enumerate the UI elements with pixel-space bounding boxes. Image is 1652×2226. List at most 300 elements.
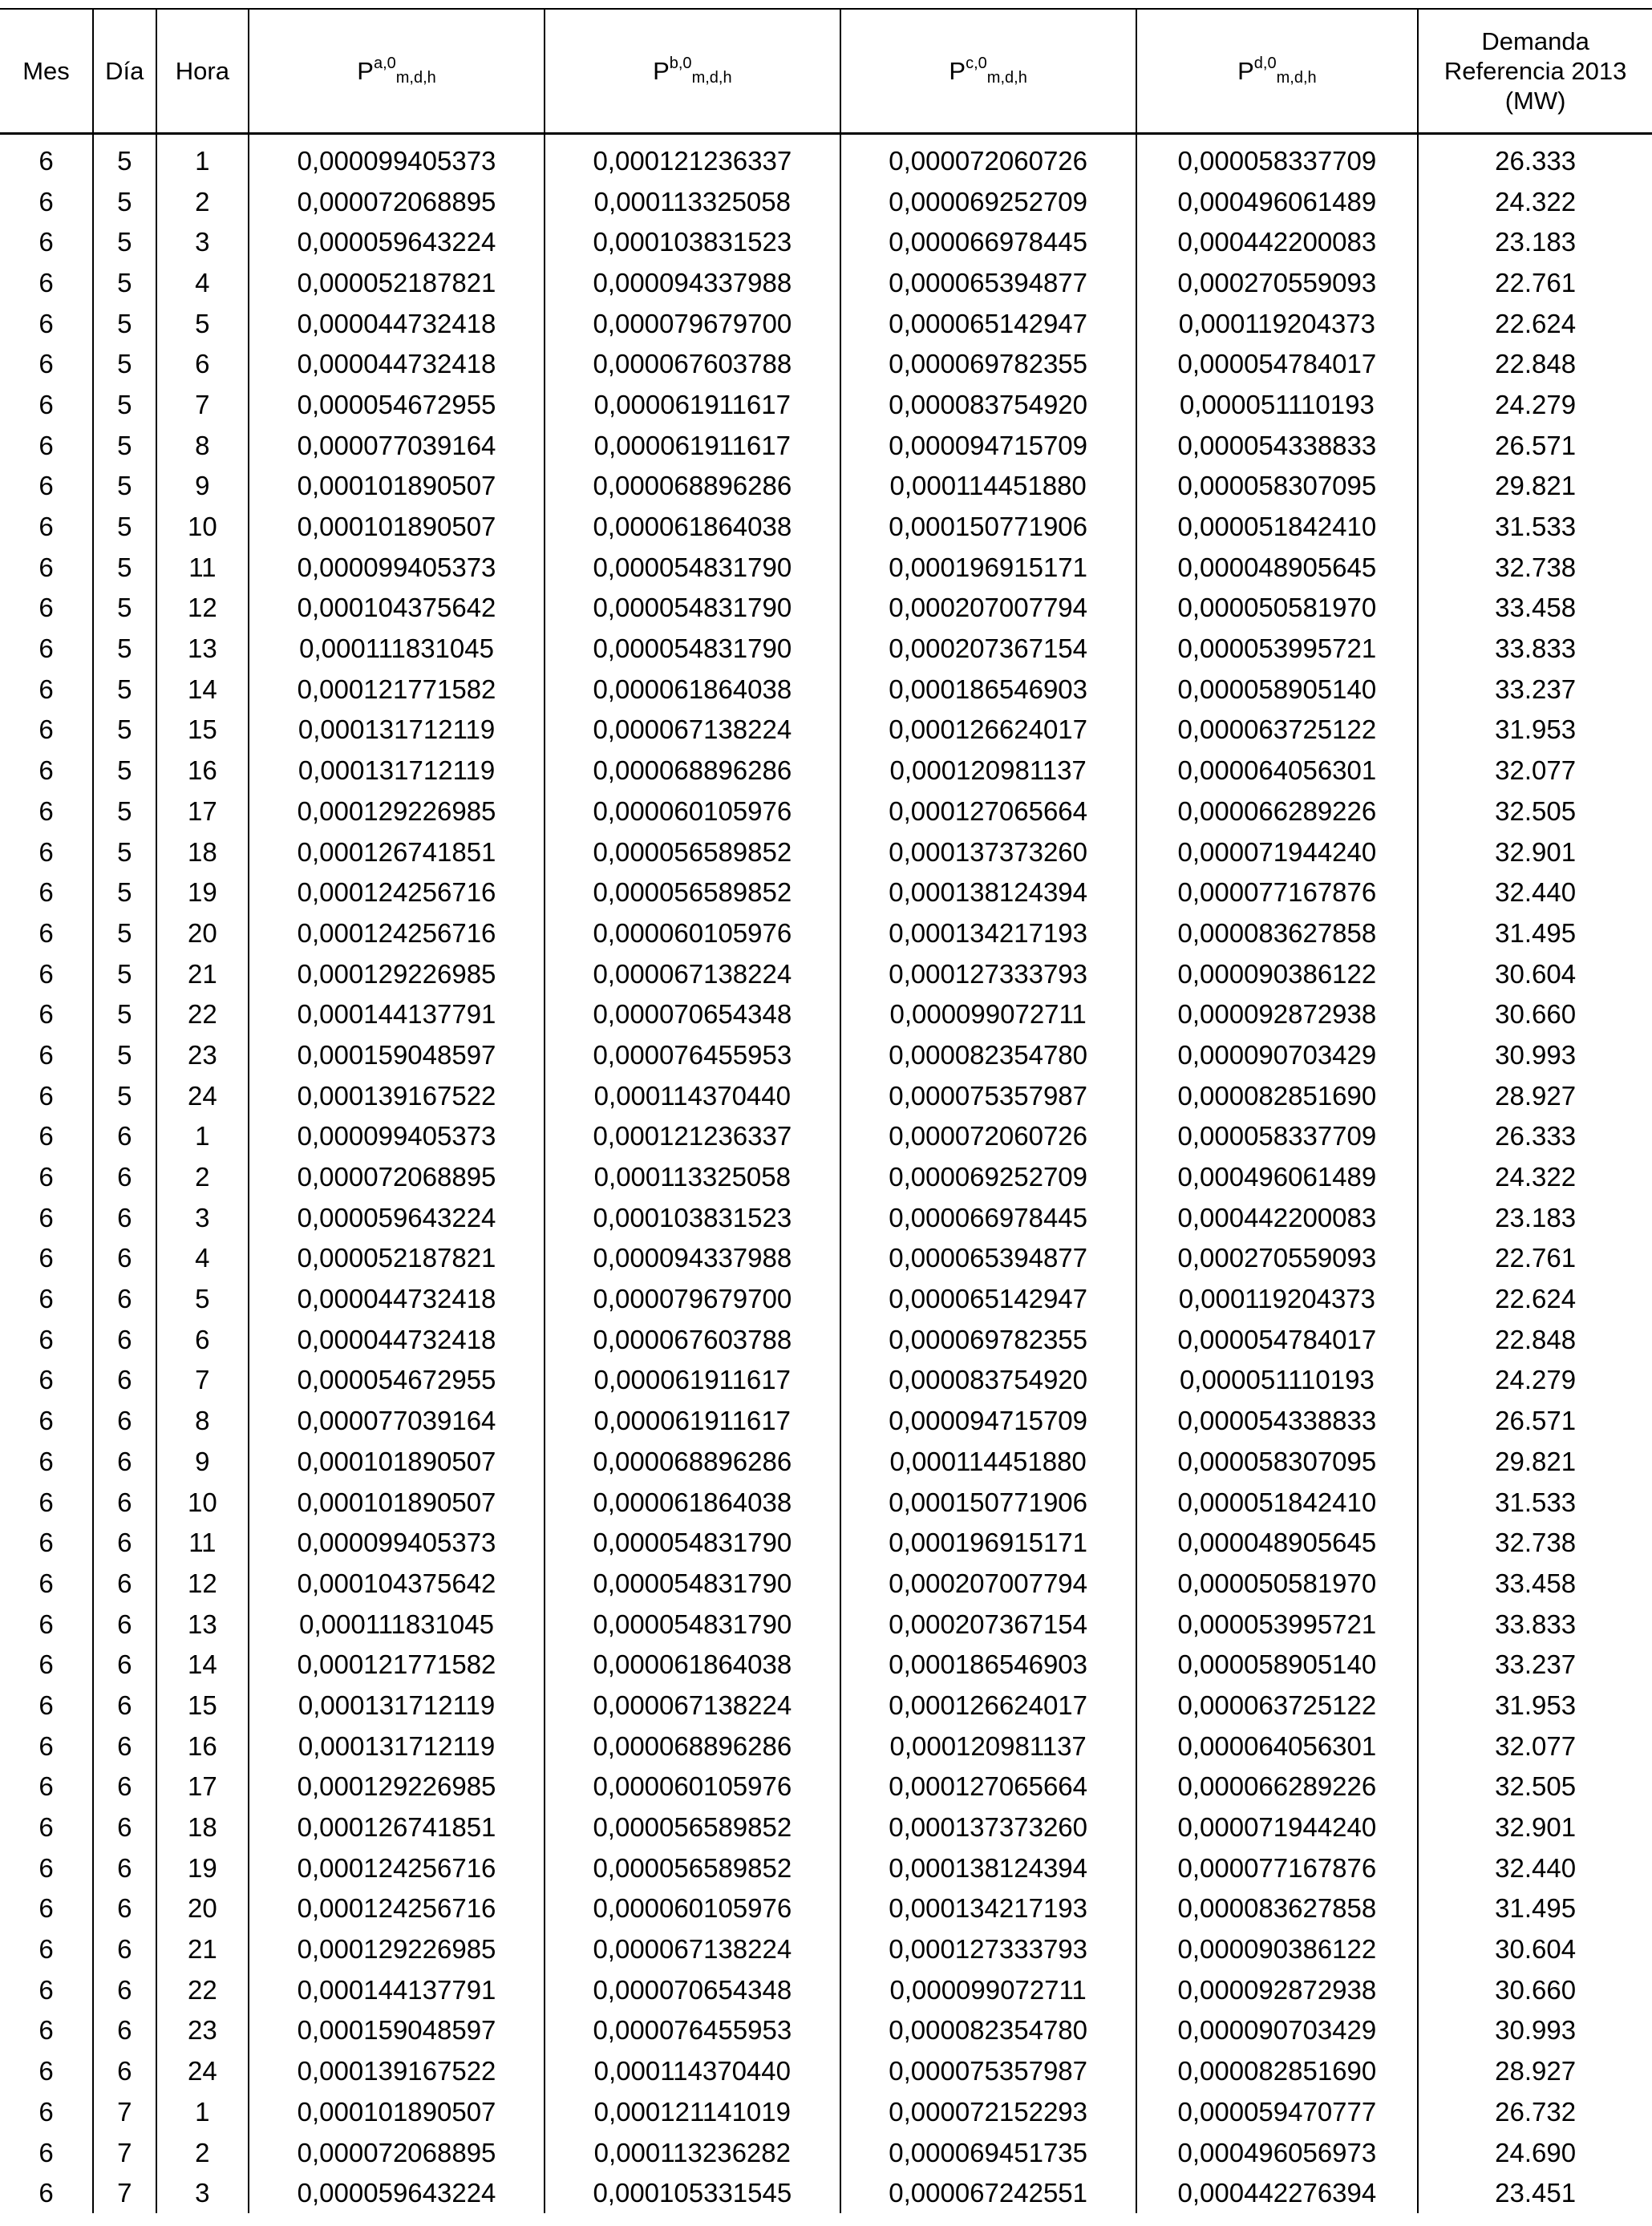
cell-dia: 6 xyxy=(93,1685,156,1726)
spacer-cell xyxy=(93,134,156,141)
cell-pb: 0,000103831523 xyxy=(545,1197,840,1238)
cell-dia: 5 xyxy=(93,872,156,913)
cell-pd: 0,000064056301 xyxy=(1136,1726,1419,1767)
cell-dia: 5 xyxy=(93,384,156,425)
cell-pb: 0,000060105976 xyxy=(545,913,840,953)
cell-pa: 0,000144137791 xyxy=(249,1969,545,2010)
table-row xyxy=(0,2091,1652,2132)
cell-pa: 0,000104375642 xyxy=(249,1563,545,1604)
cell-pc: 0,000120981137 xyxy=(840,750,1136,791)
spacer-cell xyxy=(840,134,1136,141)
cell-pb: 0,000114370440 xyxy=(545,2050,840,2091)
cell-pb: 0,000114370440 xyxy=(545,1075,840,1116)
cell-demanda: 26.571 xyxy=(1418,425,1652,466)
cell-mes: 6 xyxy=(38,1162,54,1192)
spacer-cell xyxy=(1136,134,1419,141)
cell-demanda: 30.660 xyxy=(1418,994,1652,1034)
cell-mes: 6 xyxy=(38,1324,54,1354)
cell-demanda: 22.624 xyxy=(1418,1278,1652,1319)
cell-mes: 6 xyxy=(38,958,54,989)
cell-pd: 0,000496056973 xyxy=(1136,2132,1419,2173)
header-pa-base: P xyxy=(357,57,374,85)
header-pc xyxy=(840,9,1136,134)
cell-pa: 0,000052187821 xyxy=(249,262,545,303)
data-table xyxy=(0,8,1652,2213)
cell-pa: 0,000101890507 xyxy=(249,2091,545,2132)
cell-mes: 6 xyxy=(38,349,54,379)
cell-pc: 0,000094715709 xyxy=(840,425,1136,466)
cell-dia: 6 xyxy=(93,1400,156,1441)
cell-pa: 0,000044732418 xyxy=(249,1278,545,1319)
cell-hora: 20 xyxy=(156,1888,249,1929)
table-row xyxy=(0,303,1652,344)
cell-pa: 0,000099405373 xyxy=(249,1116,545,1157)
cell-pc: 0,000134217193 xyxy=(840,1888,1136,1929)
cell-demanda: 33.833 xyxy=(1418,1604,1652,1645)
cell-pd: 0,000063725122 xyxy=(1136,710,1419,751)
table-row xyxy=(0,181,1652,222)
cell-pa: 0,000131712119 xyxy=(249,1685,545,1726)
cell-dia: 6 xyxy=(93,1116,156,1157)
table-row xyxy=(0,221,1652,262)
cell-pb: 0,000105331545 xyxy=(545,2172,840,2213)
cell-demanda: 33.237 xyxy=(1418,1644,1652,1685)
cell-demanda: 32.505 xyxy=(1418,791,1652,832)
cell-pb: 0,000113325058 xyxy=(545,1156,840,1197)
cell-mes: 6 xyxy=(38,1934,54,1965)
cell-pb: 0,000056589852 xyxy=(545,832,840,872)
cell-demanda: 31.495 xyxy=(1418,913,1652,953)
cell-demanda: 26.333 xyxy=(1418,140,1652,181)
cell-pa: 0,000126741851 xyxy=(249,1807,545,1848)
cell-mes: 6 xyxy=(38,1202,54,1232)
cell-pb: 0,000061911617 xyxy=(545,1400,840,1441)
cell-hora: 24 xyxy=(156,1075,249,1116)
cell-pa: 0,000052187821 xyxy=(249,1238,545,1279)
cell-demanda: 22.848 xyxy=(1418,343,1652,384)
cell-demanda: 26.571 xyxy=(1418,1400,1652,1441)
cell-pd: 0,000054784017 xyxy=(1136,343,1419,384)
cell-demanda: 24.279 xyxy=(1418,1360,1652,1401)
cell-mes: 6 xyxy=(38,1446,54,1476)
table-row xyxy=(0,1807,1652,1848)
header-pc-sub: m,d,h xyxy=(986,69,1027,87)
table-row xyxy=(0,1767,1652,1807)
cell-pa: 0,000059643224 xyxy=(249,221,545,262)
cell-pd: 0,000054784017 xyxy=(1136,1319,1419,1360)
cell-dia: 6 xyxy=(93,1888,156,1929)
cell-dia: 6 xyxy=(93,1929,156,1969)
cell-pa: 0,000101890507 xyxy=(249,1482,545,1523)
cell-pc: 0,000099072711 xyxy=(840,994,1136,1034)
table-row xyxy=(0,1848,1652,1888)
cell-hora: 1 xyxy=(156,140,249,181)
cell-pa: 0,000129226985 xyxy=(249,1767,545,1807)
cell-mes: 6 xyxy=(38,1121,54,1151)
table-row xyxy=(0,1685,1652,1726)
cell-demanda: 24.279 xyxy=(1418,384,1652,425)
header-pa-sub: m,d,h xyxy=(395,69,436,87)
cell-demanda: 32.738 xyxy=(1418,547,1652,588)
cell-mes: 6 xyxy=(38,1974,54,2005)
cell-pb: 0,000067603788 xyxy=(545,1319,840,1360)
header-pb-sup: b,0 xyxy=(669,55,692,72)
cell-pd: 0,000119204373 xyxy=(1136,303,1419,344)
cell-pc: 0,000065142947 xyxy=(840,303,1136,344)
cell-hora: 16 xyxy=(156,1726,249,1767)
cell-hora: 5 xyxy=(156,1278,249,1319)
cell-pd: 0,000051110193 xyxy=(1136,1360,1419,1401)
cell-pc: 0,000196915171 xyxy=(840,547,1136,588)
cell-mes: 6 xyxy=(38,1243,54,1273)
table-row xyxy=(0,2010,1652,2051)
cell-pd: 0,000058905140 xyxy=(1136,1644,1419,1685)
cell-dia: 5 xyxy=(93,588,156,629)
cell-pc: 0,000066978445 xyxy=(840,221,1136,262)
cell-pb: 0,000121236337 xyxy=(545,140,840,181)
cell-hora: 11 xyxy=(156,1522,249,1563)
cell-pb: 0,000054831790 xyxy=(545,1563,840,1604)
cell-pd: 0,000058905140 xyxy=(1136,669,1419,710)
cell-pb: 0,000054831790 xyxy=(545,1522,840,1563)
cell-pb: 0,000054831790 xyxy=(545,1604,840,1645)
spacer-cell xyxy=(249,134,545,141)
cell-mes: 6 xyxy=(38,877,54,908)
cell-demanda: 31.533 xyxy=(1418,1482,1652,1523)
table-row xyxy=(0,384,1652,425)
cell-hora: 7 xyxy=(156,384,249,425)
cell-pb: 0,000061911617 xyxy=(545,384,840,425)
cell-hora: 4 xyxy=(156,262,249,303)
cell-demanda: 22.761 xyxy=(1418,262,1652,303)
table-row xyxy=(0,1034,1652,1075)
cell-mes: 6 xyxy=(38,593,54,623)
cell-mes: 6 xyxy=(38,674,54,704)
cell-hora: 21 xyxy=(156,1929,249,1969)
cell-pc: 0,000150771906 xyxy=(840,1482,1136,1523)
cell-pa: 0,000054672955 xyxy=(249,384,545,425)
cell-hora: 19 xyxy=(156,1848,249,1888)
cell-dia: 5 xyxy=(93,506,156,547)
table-row xyxy=(0,710,1652,751)
header-pd-sup: d,0 xyxy=(1253,55,1277,72)
cell-mes: 6 xyxy=(38,1609,54,1639)
cell-pd: 0,000082851690 xyxy=(1136,1075,1419,1116)
cell-hora: 12 xyxy=(156,588,249,629)
cell-mes: 6 xyxy=(38,145,54,176)
cell-pc: 0,000069782355 xyxy=(840,343,1136,384)
cell-hora: 2 xyxy=(156,1156,249,1197)
cell-pa: 0,000124256716 xyxy=(249,872,545,913)
cell-dia: 7 xyxy=(93,2132,156,2173)
cell-pd: 0,000496061489 xyxy=(1136,1156,1419,1197)
cell-dia: 5 xyxy=(93,994,156,1034)
cell-pa: 0,000121771582 xyxy=(249,669,545,710)
cell-mes: 6 xyxy=(38,714,54,745)
cell-pa: 0,000044732418 xyxy=(249,343,545,384)
table-row xyxy=(0,1522,1652,1563)
table-row xyxy=(0,2050,1652,2091)
header-demanda-line2: Referencia 2013 xyxy=(1443,57,1627,85)
cell-hora: 8 xyxy=(156,425,249,466)
cell-hora: 22 xyxy=(156,1969,249,2010)
cell-dia: 5 xyxy=(93,1034,156,1075)
cell-pc: 0,000082354780 xyxy=(840,1034,1136,1075)
cell-dia: 6 xyxy=(93,1156,156,1197)
cell-pd: 0,000071944240 xyxy=(1136,832,1419,872)
cell-hora: 10 xyxy=(156,1482,249,1523)
table-row xyxy=(0,1644,1652,1685)
cell-pb: 0,000061911617 xyxy=(545,1360,840,1401)
table-row xyxy=(0,466,1652,507)
header-mes: Mes xyxy=(0,9,93,134)
table-row xyxy=(0,1238,1652,1279)
header-pa xyxy=(249,9,545,134)
cell-pd: 0,000496061489 xyxy=(1136,181,1419,222)
cell-mes: 6 xyxy=(38,795,54,826)
table-row xyxy=(0,1156,1652,1197)
cell-demanda: 33.237 xyxy=(1418,669,1652,710)
cell-pa: 0,000131712119 xyxy=(249,1726,545,1767)
cell-pb: 0,000054831790 xyxy=(545,547,840,588)
cell-mes: 6 xyxy=(38,1080,54,1111)
cell-demanda: 32.901 xyxy=(1418,832,1652,872)
header-dia: Día xyxy=(93,9,156,134)
cell-mes: 6 xyxy=(38,1406,54,1436)
cell-pa: 0,000101890507 xyxy=(249,506,545,547)
cell-pd: 0,000082851690 xyxy=(1136,2050,1419,2091)
cell-mes: 6 xyxy=(38,1852,54,1883)
cell-pc: 0,000066978445 xyxy=(840,1197,1136,1238)
cell-dia: 5 xyxy=(93,547,156,588)
cell-demanda: 30.604 xyxy=(1418,953,1652,994)
cell-demanda: 23.183 xyxy=(1418,1197,1652,1238)
cell-pb: 0,000068896286 xyxy=(545,750,840,791)
cell-pb: 0,000060105976 xyxy=(545,1767,840,1807)
cell-pb: 0,000067603788 xyxy=(545,343,840,384)
table-body xyxy=(0,134,1652,2214)
table-row xyxy=(0,1360,1652,1401)
cell-pd: 0,000442276394 xyxy=(1136,2172,1419,2213)
cell-mes: 6 xyxy=(38,2015,54,2046)
cell-pc: 0,000069451735 xyxy=(840,2132,1136,2173)
cell-pc: 0,000072152293 xyxy=(840,2091,1136,2132)
cell-pc: 0,000114451880 xyxy=(840,1441,1136,1482)
cell-hora: 20 xyxy=(156,913,249,953)
cell-demanda: 31.953 xyxy=(1418,710,1652,751)
cell-pd: 0,000050581970 xyxy=(1136,1563,1419,1604)
cell-dia: 6 xyxy=(93,2010,156,2051)
cell-pa: 0,000111831045 xyxy=(249,1604,545,1645)
cell-hora: 3 xyxy=(156,1197,249,1238)
cell-demanda: 22.848 xyxy=(1418,1319,1652,1360)
header-demanda xyxy=(1418,9,1652,134)
header-pc-sup: c,0 xyxy=(966,55,987,72)
cell-pb: 0,000067138224 xyxy=(545,1685,840,1726)
cell-dia: 6 xyxy=(93,1441,156,1482)
cell-demanda: 30.993 xyxy=(1418,1034,1652,1075)
cell-pb: 0,000061864038 xyxy=(545,1482,840,1523)
cell-mes: 6 xyxy=(38,227,54,257)
cell-pb: 0,000067138224 xyxy=(545,953,840,994)
cell-mes: 6 xyxy=(38,999,54,1030)
cell-mes: 6 xyxy=(38,2178,54,2208)
cell-pc: 0,000099072711 xyxy=(840,1969,1136,2010)
cell-pd: 0,000090386122 xyxy=(1136,953,1419,994)
table-row xyxy=(0,1563,1652,1604)
cell-hora: 13 xyxy=(156,1604,249,1645)
cell-dia: 5 xyxy=(93,913,156,953)
cell-pb: 0,000103831523 xyxy=(545,221,840,262)
table-row xyxy=(0,994,1652,1034)
cell-demanda: 26.732 xyxy=(1418,2091,1652,2132)
cell-pc: 0,000207007794 xyxy=(840,588,1136,629)
cell-pd: 0,000048905645 xyxy=(1136,1522,1419,1563)
cell-hora: 2 xyxy=(156,2132,249,2173)
cell-pc: 0,000126624017 xyxy=(840,710,1136,751)
cell-pb: 0,000061911617 xyxy=(545,425,840,466)
cell-mes: 6 xyxy=(38,2137,54,2167)
cell-pb: 0,000060105976 xyxy=(545,1888,840,1929)
cell-mes: 6 xyxy=(38,1893,54,1924)
cell-pd: 0,000050581970 xyxy=(1136,588,1419,629)
cell-dia: 6 xyxy=(93,1563,156,1604)
cell-pd: 0,000058307095 xyxy=(1136,1441,1419,1482)
cell-pd: 0,000090386122 xyxy=(1136,1929,1419,1969)
cell-dia: 5 xyxy=(93,628,156,669)
table-row xyxy=(0,953,1652,994)
cell-pc: 0,000150771906 xyxy=(840,506,1136,547)
cell-pc: 0,000137373260 xyxy=(840,832,1136,872)
cell-pc: 0,000137373260 xyxy=(840,1807,1136,1848)
cell-dia: 6 xyxy=(93,1726,156,1767)
cell-pa: 0,000126741851 xyxy=(249,832,545,872)
cell-pd: 0,000059470777 xyxy=(1136,2091,1419,2132)
header-spacer-row xyxy=(0,134,1652,141)
cell-pd: 0,000092872938 xyxy=(1136,1969,1419,2010)
cell-mes: 6 xyxy=(38,755,54,786)
cell-dia: 6 xyxy=(93,1278,156,1319)
cell-hora: 2 xyxy=(156,181,249,222)
cell-demanda: 23.451 xyxy=(1418,2172,1652,2213)
cell-pb: 0,000068896286 xyxy=(545,1441,840,1482)
table-row xyxy=(0,669,1652,710)
cell-hora: 17 xyxy=(156,1767,249,1807)
cell-pd: 0,000051110193 xyxy=(1136,384,1419,425)
cell-pd: 0,000058337709 xyxy=(1136,140,1419,181)
cell-demanda: 31.953 xyxy=(1418,1685,1652,1726)
cell-pc: 0,000138124394 xyxy=(840,1848,1136,1888)
cell-pd: 0,000066289226 xyxy=(1136,1767,1419,1807)
cell-demanda: 33.458 xyxy=(1418,1563,1652,1604)
cell-pa: 0,000159048597 xyxy=(249,2010,545,2051)
cell-hora: 1 xyxy=(156,1116,249,1157)
cell-mes: 6 xyxy=(38,471,54,501)
cell-dia: 6 xyxy=(93,1767,156,1807)
cell-dia: 7 xyxy=(93,2172,156,2213)
table-row xyxy=(0,791,1652,832)
cell-hora: 14 xyxy=(156,669,249,710)
cell-pd: 0,000051842410 xyxy=(1136,506,1419,547)
cell-pb: 0,000061864038 xyxy=(545,669,840,710)
header-pb-sub: m,d,h xyxy=(691,69,732,87)
table-row xyxy=(0,1604,1652,1645)
header-pd-sub: m,d,h xyxy=(1276,69,1317,87)
cell-pb: 0,000060105976 xyxy=(545,791,840,832)
cell-pa: 0,000159048597 xyxy=(249,1034,545,1075)
cell-pb: 0,000076455953 xyxy=(545,1034,840,1075)
spacer-cell xyxy=(0,134,93,141)
cell-pd: 0,000054338833 xyxy=(1136,425,1419,466)
cell-mes: 6 xyxy=(38,917,54,948)
cell-mes: 6 xyxy=(38,389,54,419)
cell-mes: 6 xyxy=(38,1690,54,1720)
cell-pa: 0,000059643224 xyxy=(249,1197,545,1238)
cell-demanda: 32.901 xyxy=(1418,1807,1652,1848)
cell-demanda: 31.533 xyxy=(1418,506,1652,547)
cell-dia: 6 xyxy=(93,1522,156,1563)
cell-pb: 0,000070654348 xyxy=(545,1969,840,2010)
cell-pa: 0,000072068895 xyxy=(249,2132,545,2173)
cell-dia: 6 xyxy=(93,1644,156,1685)
header-pb xyxy=(545,9,840,134)
cell-pd: 0,000051842410 xyxy=(1136,1482,1419,1523)
table-row xyxy=(0,1197,1652,1238)
table-row xyxy=(0,1278,1652,1319)
table-row xyxy=(0,262,1652,303)
cell-mes: 6 xyxy=(38,2056,54,2086)
cell-hora: 8 xyxy=(156,1400,249,1441)
cell-hora: 12 xyxy=(156,1563,249,1604)
table-row xyxy=(0,506,1652,547)
cell-pc: 0,000082354780 xyxy=(840,2010,1136,2051)
cell-pa: 0,000099405373 xyxy=(249,1522,545,1563)
cell-demanda: 30.993 xyxy=(1418,2010,1652,2051)
cell-demanda: 33.458 xyxy=(1418,588,1652,629)
table-row xyxy=(0,1319,1652,1360)
table-row xyxy=(0,628,1652,669)
cell-dia: 6 xyxy=(93,1197,156,1238)
table-row xyxy=(0,140,1652,181)
table-row xyxy=(0,2132,1652,2173)
cell-hora: 9 xyxy=(156,1441,249,1482)
cell-hora: 21 xyxy=(156,953,249,994)
cell-pd: 0,000064056301 xyxy=(1136,750,1419,791)
cell-pa: 0,000072068895 xyxy=(249,181,545,222)
cell-hora: 15 xyxy=(156,710,249,751)
cell-pc: 0,000186546903 xyxy=(840,669,1136,710)
cell-dia: 5 xyxy=(93,791,156,832)
cell-mes: 6 xyxy=(38,1649,54,1680)
cell-demanda: 30.604 xyxy=(1418,1929,1652,1969)
cell-hora: 15 xyxy=(156,1685,249,1726)
cell-pc: 0,000083754920 xyxy=(840,1360,1136,1401)
table-row xyxy=(0,343,1652,384)
table-row xyxy=(0,2172,1652,2213)
cell-pc: 0,000196915171 xyxy=(840,1522,1136,1563)
cell-hora: 6 xyxy=(156,343,249,384)
cell-pc: 0,000069782355 xyxy=(840,1319,1136,1360)
cell-hora: 3 xyxy=(156,2172,249,2213)
cell-mes: 6 xyxy=(38,2096,54,2127)
cell-pd: 0,000058307095 xyxy=(1136,466,1419,507)
cell-demanda: 32.505 xyxy=(1418,1767,1652,1807)
cell-pa: 0,000077039164 xyxy=(249,425,545,466)
cell-pc: 0,000069252709 xyxy=(840,181,1136,222)
table-row xyxy=(0,913,1652,953)
cell-hora: 18 xyxy=(156,832,249,872)
cell-demanda: 32.077 xyxy=(1418,1726,1652,1767)
